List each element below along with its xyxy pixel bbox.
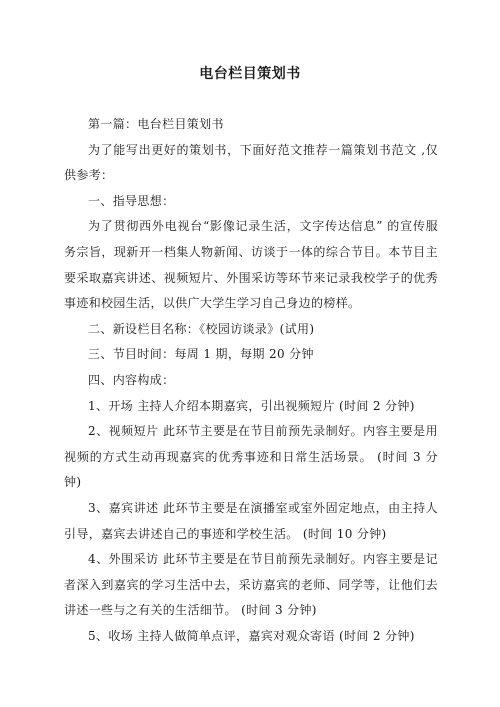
segment-guest-narration: 3、嘉宾讲述 此环节主要是在演播室或室外固定地点，由主持人引导，嘉宾去讲述自己的事迹和学校生活。 (时间 10 分钟)	[64, 500, 438, 541]
guiding-principle-heading: 一、指导思想：	[88, 193, 175, 208]
segment-video-clip: 2、视频短片 此环节主要是在节目前预先录制好。内容主要是用视频的方式生动再现嘉宾的优秀事迹和日常生活场景。 (时间 3 分钟)	[64, 424, 438, 490]
intro-paragraph: 为了能写出更好的策划书，下面好范文推荐一篇策划书范文 ,仅供参考：	[64, 142, 438, 183]
content-structure-heading: 四、内容构成：	[88, 372, 175, 387]
program-name-line: 二、新设栏目名称：《校园访谈录》(试用)	[88, 321, 315, 336]
document-title: 电台栏目策划书	[199, 66, 301, 82]
guiding-principle-paragraph: 为了贯彻西外电视台“影像记录生活，文字传达信息” 的宣传服务宗旨，现新开一档集人物新闻、访谈于一体的综合节目。本节目主要采取嘉宾讲述、视频短片、外围采访等环节来记录我校学子的优秀事迹和校园生活，以供广大学生学习自己身边的榜样。	[64, 219, 438, 311]
segment-closing: 5、收场 主持人做简单点评，嘉宾对观众寄语 (时间 2 分钟)	[88, 628, 415, 643]
document-body	[64, 112, 438, 649]
segment-opening: 1、开场 主持人介绍本期嘉宾，引出视频短片 (时间 2 分钟)	[88, 398, 415, 413]
program-time-line: 三、节目时间：每周 1 期，每期 20 分钟	[88, 347, 314, 362]
section-heading: 第一篇：电台栏目策划书	[88, 117, 224, 131]
segment-field-interview: 4、外围采访 此环节主要是在节目前预先录制好。内容主要是记者深入到嘉宾的学习生活中去，采访嘉宾的老师、同学等，让他们去讲述一些与之有关的生活细节。 (时间 3 分钟)	[64, 552, 438, 618]
